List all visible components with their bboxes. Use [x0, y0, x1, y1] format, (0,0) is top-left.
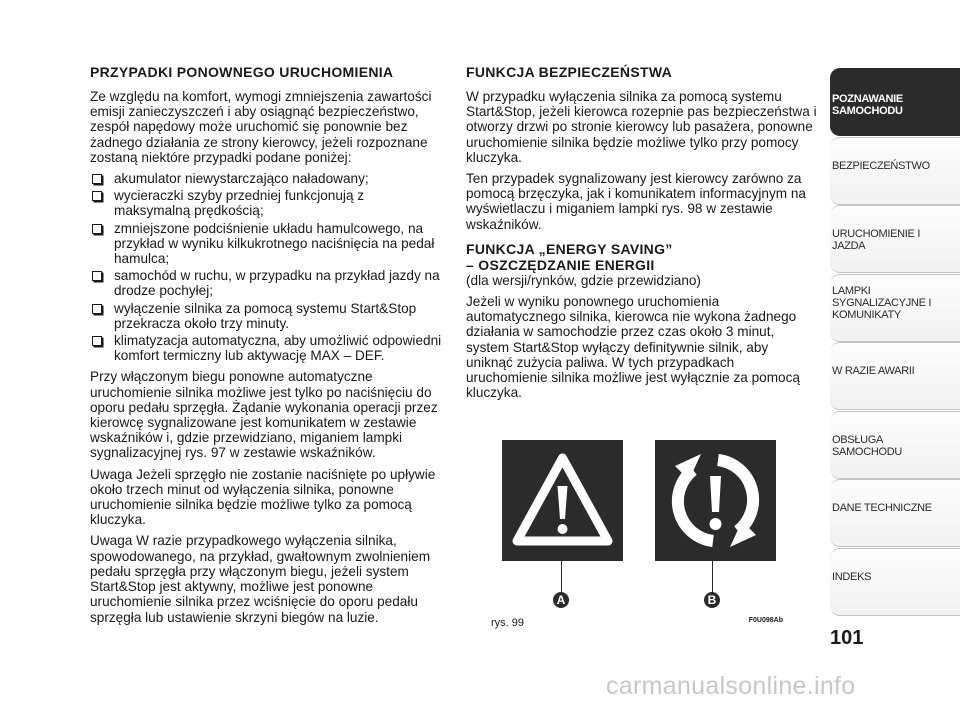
tab-indeks[interactable] [830, 548, 960, 616]
left-column [90, 64, 442, 631]
note-accidental-stall-paragraph: Uwaga W razie przypadkowego wyłączenia silnika, spowodowanego, na przykład, gwałtownym zwolnieniem pedału sprzęgła przy włączonym biegu, jeżeli system Start&Stop jest aktywny, możliwe jest ponowne uruchomienie silnika przez wciśnięcie do oporu pedału sprzęgła lub ustawienie skrzyni biegów na luzie. [90, 533, 431, 625]
note-clutch-paragraph: Uwaga Jeżeli sprzęgło nie zostanie naciśnięte po upływie około trzech minut od wyłączenia silnika, ponowne uruchomienie silnika będzie możliwe tylko za pomocą kluczyka. [90, 466, 436, 528]
warning-triangle-icon [502, 440, 623, 561]
tab-obsluga-samochodu[interactable] [830, 411, 960, 479]
section-title-restart-cases: PRZYPADKI PONOWNEGO URUCHOMIENIA [90, 64, 394, 80]
figure-caption: rys. 99 [491, 617, 525, 629]
tab-label: INDEKS [832, 570, 872, 583]
tab-label: DANE TECHNICZNE [832, 502, 932, 514]
callout-line-a [561, 561, 562, 595]
tab-lampki-sygnalizacyjne[interactable] [830, 274, 960, 342]
safety-paragraph-2: Ten przypadek sygnalizowany jest kierowcy zarówno za pomocą brzęczyka, jak i komunikatem informacyjnym na wyświetlaczu i miganiem lampki rys. 98 w zestawie wskaźników. [466, 171, 806, 232]
tab-label: LAMPKI SYGNALIZACYJNE I KOMUNIKATY [832, 284, 932, 321]
energy-saving-title-line1: FUNKCJA „ENERGY SAVING” [466, 240, 673, 257]
tab-label: POZNAWANIE SAMOCHODU [832, 93, 903, 117]
list-item: wycieraczki szyby przedniej funkcjonują z maksymalną prędkością; [90, 188, 442, 218]
tab-w-razie-awarii[interactable] [830, 342, 960, 410]
tab-uruchomienie-i-jazda[interactable] [830, 205, 960, 273]
safety-paragraph-1: W przypadku wyłączenia silnika za pomocą systemu Start&Stop, jeżeli kierowca rozepnie pas bezpieczeństwa i otworzy drzwi po stronie kierowcy lub pasażera, ponowne uruchomienie silnika będzie możliwe tylko przy pomocy kluczyka. [466, 89, 817, 165]
section-title-energy-saving [466, 241, 818, 273]
tab-bezpieczenstwo[interactable] [830, 137, 960, 205]
tab-label: BEZPIECZEŃSTWO [832, 159, 930, 172]
callout-b: B [704, 592, 720, 608]
list-item: klimatyzacja automatyczna, aby umożliwić odpowiedni komfort termiczny lub aktywację MAX – DEF. [90, 333, 442, 363]
right-column [466, 64, 818, 406]
energy-saving-paragraph: Jeżeli w wyniku ponownego uruchomienia automatycznego silnika, kierowca nie wykona żadnego działania w samochodzie przez czas około 3 minut, system Start&Stop wyłączy definitywnie silnik, aby uniknąć zużycia paliwa. W tych przypadkach uruchomienie silnika możliwe jest wyłącznie za pomocą kluczyka. [466, 294, 800, 401]
intro-paragraph: Ze względu na komfort, wymogi zmniejszenia zawartości emisji zanieczyszczeń i aby osiągnąć bezpieczeństwo, zespół napędowy może uruchomić się ponownie bez żadnego działania ze strony kierowcy, jeżeli rozpoznane zostaną niektóre przypadki podane poniżej: [90, 89, 432, 165]
list-item: zmniejszone podciśnienie układu hamulcowego, na przykład w wyniku kilkukrotnego naciśnięcia na pedał hamulca; [90, 221, 442, 267]
gear-engaged-paragraph: Przy włączonym biegu ponowne automatyczne uruchomienie silnika możliwe jest tylko po naciśnięciu do oporu pedału sprzęgła. Żądanie wykonania operacji przez kierowcę sygnalizowane jest komunikatem w zestawie wskaźników i, gdzie przewidziano, miganiem lampki sygnalizacyjnej rys. 97 w zestawie wskaźników. [90, 369, 438, 461]
tab-label: OBSŁUGA SAMOCHODU [832, 433, 903, 458]
watermark: carmanualsonline.info [606, 672, 856, 700]
list-item: samochód w ruchu, w przypadku na przykład jazdy na drodze pochyłej; [90, 268, 442, 298]
section-title-safety-function: FUNKCJA BEZPIECZEŃSTWA [466, 64, 672, 80]
energy-saving-title-line2: – OSZCZĘDZANIE ENERGII [466, 256, 655, 273]
callout-a: A [553, 592, 569, 608]
list-item: wyłączenie silnika za pomocą systemu Start&Stop przekracza około trzy minuty. [90, 301, 442, 331]
page-number: 101 [830, 627, 864, 649]
warning-lamp-panel [502, 440, 623, 561]
chapter-tabs [830, 68, 960, 616]
figure-99 [485, 426, 801, 636]
restart-cases-list [90, 171, 442, 363]
start-stop-failure-icon [655, 440, 776, 561]
tab-label: W RAZIE AWARII [832, 365, 915, 377]
tab-poznawanie-samochodu[interactable] [830, 68, 960, 136]
tab-label: URUCHOMIENIE I JAZDA [832, 228, 921, 252]
tab-dane-techniczne[interactable] [830, 479, 960, 547]
list-item: akumulator niewystarczająco naładowany; [90, 171, 442, 186]
start-stop-fault-lamp-panel [655, 440, 776, 561]
figure-code: F0U098Ab [748, 617, 783, 624]
callout-line-b [712, 561, 713, 595]
energy-saving-subtitle: (dla wersji/rynków, gdzie przewidziano) [466, 272, 701, 288]
